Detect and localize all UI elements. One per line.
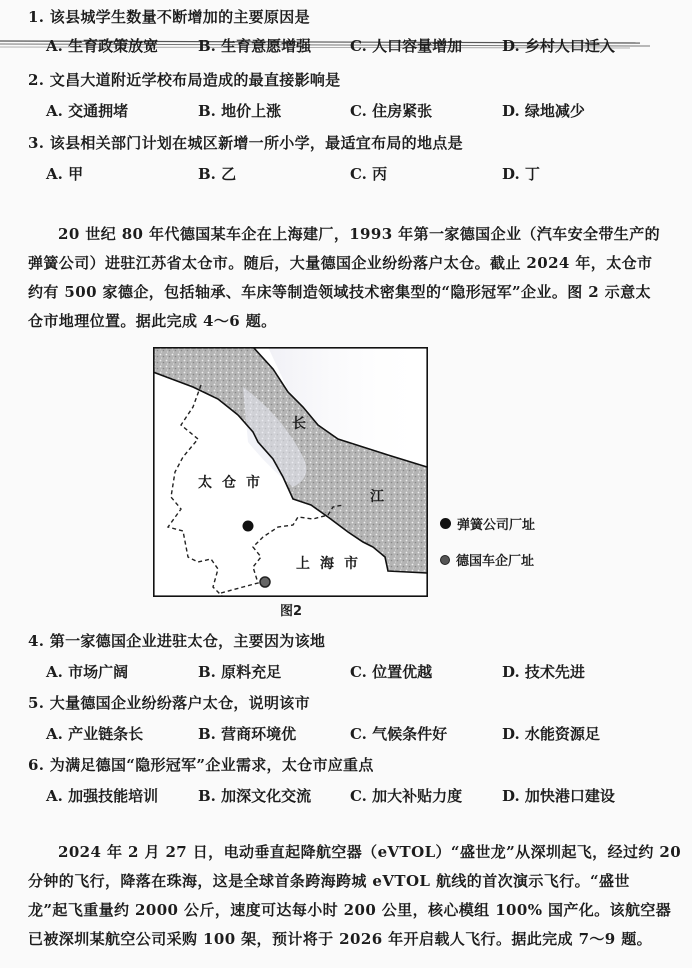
question-6-option-c[interactable]: C. 加大补贴力度: [350, 787, 463, 805]
question-2-option-b[interactable]: B. 地价上涨: [198, 102, 282, 120]
label-shanghai: 上海市: [296, 556, 368, 572]
question-2-stem: 2. 文昌大道附近学校布局造成的最直接影响是: [28, 71, 341, 89]
question-6-option-a[interactable]: A. 加强技能培训: [46, 787, 159, 805]
question-5-option-d[interactable]: D. 水能资源足: [502, 725, 600, 743]
question-4-option-a[interactable]: A. 市场广阔: [46, 663, 129, 681]
figure-caption: 图2: [280, 604, 303, 619]
question-3-option-d[interactable]: D. 丁: [502, 165, 540, 183]
label-river-chang: 长: [292, 416, 306, 432]
passage-line: 2024 年 2 月 27 日，电动垂直起降航空器（eVTOL）“盛世龙”从深圳起飞，经过约 20: [58, 843, 682, 861]
passage-line: 仓市地理位置。据此完成 4～6 题。: [28, 312, 277, 330]
question-3-stem: 3. 该县相关部门计划在城区新增一所小学，最适宜布局的地点是: [28, 134, 463, 152]
question-1-option-c[interactable]: C. 人口容量增加: [350, 37, 463, 55]
question-6-stem: 6. 为满足德国“隐形冠军”企业需求，太仓市应重点: [28, 756, 374, 774]
question-3-option-b[interactable]: B. 乙: [198, 165, 237, 183]
passage-line: 龙”起飞重量约 2000 公斤，速度可达每小时 200 公里，核心模组 100% 国产化。该航空器: [28, 901, 672, 919]
label-taicang: 太仓市: [198, 475, 270, 491]
figure-2-map: [153, 347, 428, 597]
question-1-option-d[interactable]: D. 乡村人口迁入: [502, 37, 615, 55]
question-2-option-a[interactable]: A. 交通拥堵: [46, 102, 129, 120]
ringed-dot-icon: [440, 555, 450, 565]
question-2-option-c[interactable]: C. 住房紧张: [350, 102, 433, 120]
question-5-option-c[interactable]: C. 气候条件好: [350, 725, 448, 743]
question-2-option-d[interactable]: D. 绿地减少: [502, 102, 585, 120]
solid-dot-icon: [440, 518, 451, 529]
legend-label: 弹簧公司厂址: [457, 518, 536, 533]
map-drawing: [153, 347, 428, 597]
passage-line: 约有 500 家德企，包括轴承、车床等制造领域技术密集型的“隐形冠军”企业。图 2 示意太: [28, 283, 651, 301]
question-6-option-b[interactable]: B. 加深文化交流: [198, 787, 312, 805]
legend-spring-company: [440, 514, 535, 533]
question-5-option-b[interactable]: B. 营商环境优: [198, 725, 297, 743]
label-river-jiang: 江: [370, 489, 384, 505]
legend-label: 德国车企厂址: [456, 554, 535, 569]
passage-line: 20 世纪 80 年代德国某车企在上海建厂，1993 年第一家德国企业（汽车安全带生产的: [58, 225, 660, 243]
question-1-option-a[interactable]: A. 生育政策放宽: [46, 37, 159, 55]
question-3-option-a[interactable]: A. 甲: [46, 165, 84, 183]
spring-company-site-marker: [243, 521, 254, 532]
question-5-option-a[interactable]: A. 产业链条长: [46, 725, 144, 743]
question-4-stem: 4. 第一家德国企业进驻太仓，主要因为该地: [28, 632, 326, 650]
passage-line: 已被深圳某航空公司采购 100 架，预计将于 2026 年开启载人飞行。据此完成 7～9 题。: [28, 930, 653, 948]
question-5-stem: 5. 大量德国企业纷纷落户太仓，说明该市: [28, 694, 310, 712]
passage-taicang: [28, 220, 664, 336]
passage-line: 分钟的飞行，降落在珠海，这是全球首条跨海跨城 eVTOL 航线的首次演示飞行。“盛世: [28, 872, 630, 890]
german-carmaker-site-marker: [260, 577, 270, 587]
passage-line: 弹簧公司）进驻江苏省太仓市。随后，大量德国企业纷纷落户太仓。截止 2024 年，太仓市: [28, 254, 653, 272]
question-4-option-b[interactable]: B. 原料充足: [198, 663, 282, 681]
question-1-stem: 1. 该县城学生数量不断增加的主要原因是: [28, 8, 310, 26]
question-1-option-b[interactable]: B. 生育意愿增强: [198, 37, 312, 55]
question-6-option-d[interactable]: D. 加快港口建设: [502, 787, 615, 805]
question-4-option-d[interactable]: D. 技术先进: [502, 663, 585, 681]
question-4-option-c[interactable]: C. 位置优越: [350, 663, 433, 681]
legend-german-carmaker: [440, 550, 534, 569]
question-3-option-c[interactable]: C. 丙: [350, 165, 388, 183]
passage-evtol: [28, 838, 682, 954]
